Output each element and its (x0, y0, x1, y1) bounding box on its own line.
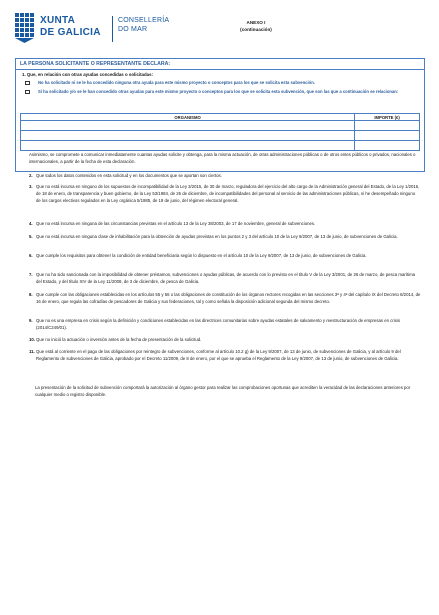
other-aid-table (20, 113, 420, 151)
organismo-cell[interactable] (21, 131, 355, 141)
item-number: 6. (29, 253, 33, 258)
item-number: 7. (29, 272, 33, 277)
section-divider (16, 69, 424, 70)
annex-heading (214, 20, 298, 33)
question-1: 1. Que, en relación con otras ayudas concedidas o solicitadas: (22, 72, 154, 77)
item-number: 10. (29, 337, 35, 342)
logo-divider (112, 16, 113, 42)
annex-subtitle: (continuación) (240, 26, 272, 32)
option-no-other-aid-label: No ha solicitado ni se le ha concedido ninguna otra ayuda para este mismo proyecto o conceptos para los que se solicita esta subvención. (38, 80, 315, 85)
organismo-cell[interactable] (21, 141, 355, 151)
table-header-importe: IMPORTE (€) (355, 114, 420, 121)
importe-cell[interactable] (355, 121, 420, 131)
option-other-aid-label: Sí ha solicitado y/o se le han concedido otras ayudas para este mismo proyecto o conceptos para los que se solicita esta subvención, que son las que a continuación se relacionan: (38, 89, 399, 94)
item-text: Que no está incursa en ninguno de los supuestos de incompatibilidad de la Ley 3/2015, de 30 de marzo, reguladora del ejercicio del alto cargo de la Administración general del Estado, de la Ley 1/2016, de 18 de enero, de transparencia y buen gobierno, de la Ley 53/1984, de 26 de diciembre, de incompatibilidades del personal al servicio de las administraciones públicas, ni he desempeñado ninguno de los cargos electivos regulados en la Ley orgánica 5/1985, de 19 de junio, del régimen electoral general. (36, 184, 420, 203)
table-header-organismo: ORGANISMO (21, 114, 355, 121)
commitment-paragraph: Asimismo, se compromete a comunicar inmediatamente cuantas ayudas solicite y obtenga, para la misma actuación, de otras administraciones públicas o de otros entes públicos o privados, nacionales o internacionales, a partir de la fecha de esta declaración. (29, 152, 416, 164)
table-row (21, 141, 420, 151)
item-number: 2. (29, 173, 33, 178)
item-text: Que todos los datos contenidos en esta solicitud y en los documentos que se aportan son ciertos. (36, 173, 222, 178)
logo-conselleria-text (118, 16, 169, 34)
logo-cons-line2: DO MAR (118, 26, 148, 33)
checkbox-other-aid[interactable] (25, 90, 30, 95)
item-number: 3. (29, 184, 33, 189)
item-text: Que no está incursa en ninguna de las circunstancias previstas en el artículo 13 de la Ley 38/2003, de 17 de noviembre, general de subvenciones. (36, 221, 316, 226)
logo-xunta-line1: XUNTA (40, 15, 76, 26)
logo-cons-line1: CONSELLERÍA (118, 17, 170, 24)
item-text: Que no ha sido sancionada con la imposibilidad de obtener préstamos, subvenciones o ayudas públicas, de acuerdo con lo previsto en el título V de la Ley 3/2001, de 26 de marzo, de pesca marítima del Estado, y del título XIV de la Ley 11/2008, de 3 de diciembre, de pesca de Galicia. (36, 272, 416, 284)
item-number: 5. (29, 234, 33, 239)
item-number: 9. (29, 318, 33, 323)
final-note: La presentación de la solicitud de subvención comportará la autorización al órgano gestor para realizar las comprobaciones oportunas que acrediten la veracidad de las declaraciones anteriores por cualquier medio o registro disponible. (35, 385, 411, 397)
item-number: 11. (29, 349, 35, 354)
item-text: Que no es una empresa en crisis según la definición y condiciones establecidas en las directrices comunitarias sobre ayudas estatales de salvamento y reestructuración de empresas en crisis (2014/C249/01). (36, 318, 400, 330)
table-row (21, 131, 420, 141)
item-text: Que está al corriente en el pago de las obligaciones por reintegro de subvenciones, conforme al artículo 10.2 g) de la Ley 9/2007, de 13 de junio, de subvenciones de Galicia, y al artículo 9 del Reglamento de subvenciones de Galicia, aprobado por el Decreto 11/2009, de 8 de enero, por el que se aprueba el Reglamento de la Ley 9/2007, de 13 de junio, de subvenciones de Galicia. (36, 349, 401, 361)
item-text: Que no está incursa en ninguna clase de inhabilitación para la obtención de ayudas previstas en los puntos 2 y 3 del artículo 10 de la Ley 9/2007, de 13 de junio, de subvenciones de Galicia. (36, 234, 398, 239)
logo-xunta-line2: DE GALICIA (40, 27, 101, 38)
organismo-cell[interactable] (21, 121, 355, 131)
xunta-emblem-icon (14, 12, 36, 44)
checkbox-no-other-aid[interactable] (25, 81, 30, 86)
importe-cell[interactable] (355, 141, 420, 151)
annex-title: ANEXO I (246, 20, 266, 25)
declaration-title: LA PERSONA SOLICITANTE O REPRESENTANTE DECLARA: (20, 61, 171, 67)
item-number: 8. (29, 292, 33, 297)
item-text: Que cumple con las obligaciones establecidas en los artículos 55 y 56 o las obligaciones de constitución de los órganos rectores recogidas en las secciones 3ª y 4ª del capítulo IX del Decreto 8/2014, de 16 de enero, que regula las cofradías de pescadores de Galicia y sus federaciones, tal y como señala la disposición adicional segunda del mismo decreto. (36, 292, 421, 304)
item-text: Que cumple los requisitos para obtener la condición de entidad beneficiaria según lo dispuesto en el artículo 10 de la Ley 9/2007, de 13 de junio, de subvenciones de Galicia. (36, 253, 367, 258)
table-row (21, 121, 420, 131)
item-number: 4. (29, 221, 33, 226)
document-header (14, 12, 429, 48)
importe-cell[interactable] (355, 131, 420, 141)
logo-xunta-text (40, 15, 101, 39)
item-text: Que no inició la actuación o inversión antes de la fecha de presentación de la solicitud. (36, 337, 202, 342)
